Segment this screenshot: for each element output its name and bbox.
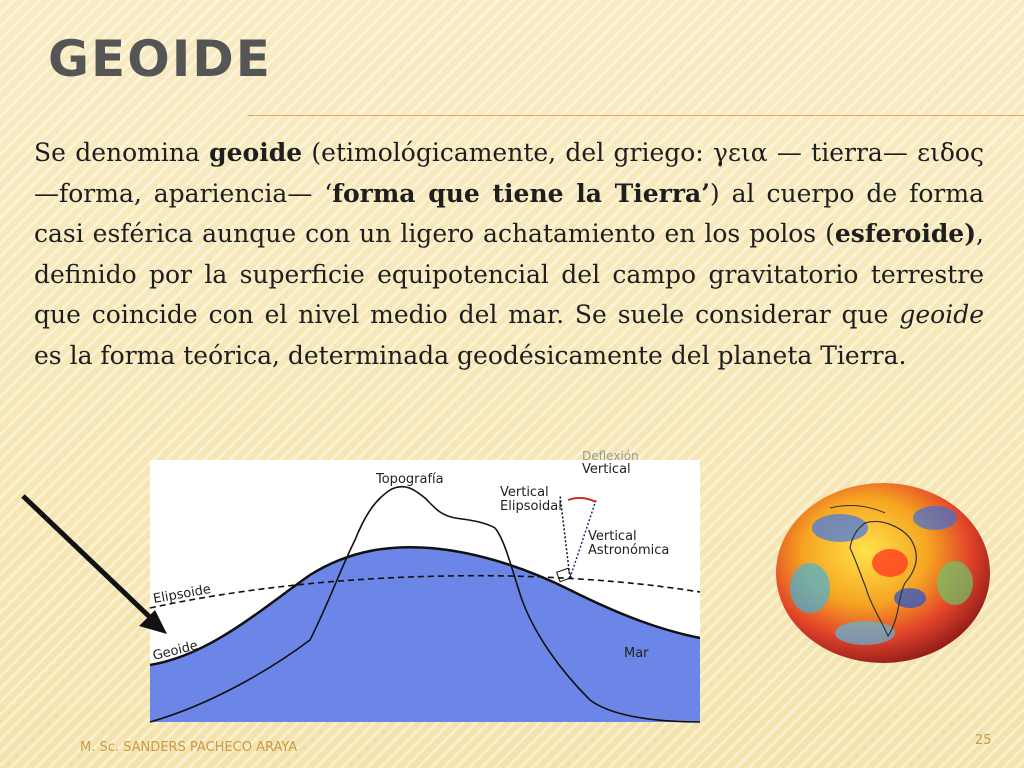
slide-title: GEOIDE [48,30,272,88]
label-topografia: Topografía [376,472,444,487]
label-geoide: Geoide [151,638,200,664]
label-elipsoide: Elipsoide [152,582,213,607]
deflection-arc [568,498,596,502]
footer-author: M. Sc. SANDERS PACHECO ARAYA [80,740,298,755]
text-segment: Se denomina [34,138,210,167]
geoid-diagram-svg [150,449,700,722]
label-vertical-elipsoidal-1: Vertical [500,485,549,500]
label-vertical-astronomica-1: Vertical [588,529,637,544]
sea-area [150,547,700,722]
text-segment: es la forma teórica, determinada geodésicamente del planeta Tierra. [34,340,907,370]
label-vertical: Vertical [582,462,631,477]
arrow-pointer-icon [15,490,185,650]
surface-marker [557,568,572,582]
text-segment: (etimológicamente, del griego: γεια — tierra— ειδος —forma, apariencia— ‘ [34,138,984,208]
label-deflexion: Deflexión [582,449,639,463]
label-vertical-elipsoidal-2: Elipsoidal [500,499,562,514]
bold-phrase-forma: forma que tiene la Tierra’ [332,178,710,208]
text-segment: ) al cuerpo de forma casi esférica aunque con un ligero achatamiento en los polos ( [34,178,984,248]
geoid-diagram [150,449,700,722]
page-number: 25 [975,733,992,748]
bold-term-esferoide: esferoide) [834,219,977,248]
italic-term-geoide: geoide [899,300,984,329]
geoid-globe-icon [770,478,1000,668]
label-mar: Mar [624,646,649,661]
text-segment: , definido por la superficie equipotencial del campo gravitatorio terrestre que coincide con el nivel medio del mar. Se suele considerar que [34,219,984,329]
label-vertical-astronomica-2: Astronómica [588,543,670,558]
bold-term-geoide: geoide [209,138,303,167]
title-divider [248,115,1024,116]
definition-paragraph [34,133,984,376]
